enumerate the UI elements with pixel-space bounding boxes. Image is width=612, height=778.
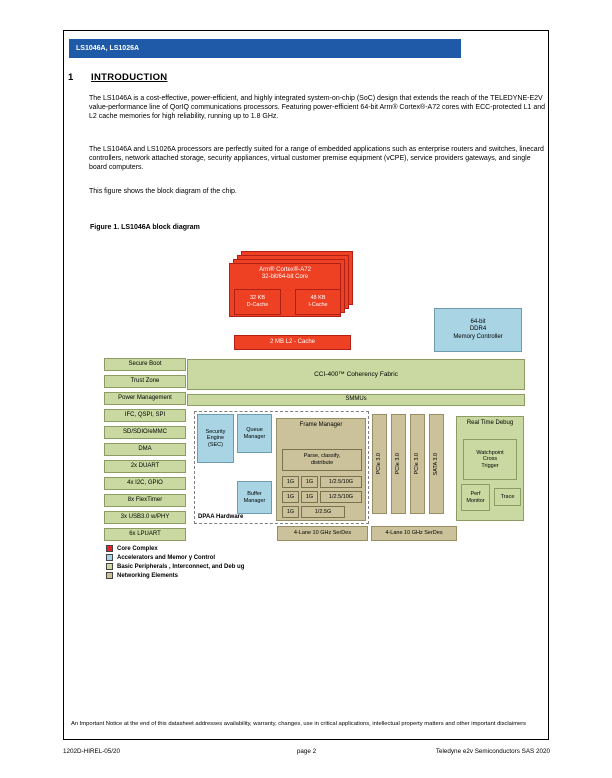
i-cache-line2: I-Cache [308, 302, 328, 308]
parse-classify-block [282, 449, 362, 471]
buffer-line1: Buffer [247, 490, 262, 497]
ddr-line2: DDR4 [469, 326, 487, 333]
pcie-lane-block-2 [391, 414, 406, 514]
queue-manager-block [237, 414, 272, 453]
sata-lane-block [429, 414, 444, 514]
legend-item-peripherals [106, 563, 244, 570]
buffer-line2: Manager [243, 497, 266, 504]
pcie-lane-label-2: PCIe 3.0 [395, 453, 402, 475]
legend-item-core [106, 545, 244, 552]
peripheral-lpuart: 6x LPUART [104, 528, 186, 541]
sec-line3: (SEC) [208, 441, 223, 448]
ddr-line1: 64-bit [470, 319, 486, 326]
figure-caption: Figure 1. LS1046A block diagram [90, 224, 200, 231]
legend-label-core: Core Complex [117, 545, 158, 552]
core-label-line1: Arm® Cortex®-A72 [259, 267, 311, 273]
smmus-block: SMMUs [187, 394, 525, 406]
block-diagram [101, 249, 531, 594]
watchpoint-line1: Watchpoint [476, 449, 504, 456]
trace-block: Trace [494, 488, 521, 506]
ddr4-memory-controller-block [434, 308, 522, 352]
fm-port-r1-1g-b: 1G [301, 476, 318, 488]
pcie-lane-block-1 [372, 414, 387, 514]
parse-line2: distribute [310, 460, 334, 466]
peripheral-dma: DMA [104, 443, 186, 456]
section-number: 1 [68, 72, 74, 83]
queue-line1: Queue [246, 426, 263, 433]
pcie-lane-label-3: PCIe 3.0 [414, 453, 421, 475]
sata-lane-label: SATA 3.0 [433, 452, 440, 476]
parse-line1: Parse, classify, [303, 453, 341, 460]
legend-item-accelerators [106, 554, 244, 561]
header-bar [69, 39, 461, 58]
page-border [63, 30, 549, 740]
frame-manager-block [276, 418, 366, 521]
diagram-legend [106, 545, 244, 581]
peripheral-flextimer: 8x FlexTimer [104, 494, 186, 507]
fm-port-r3-2g5: 1/2.5G [301, 506, 345, 518]
legend-label-peripherals: Basic Peripherals , Interconnect, and Deb ug [117, 563, 245, 570]
i-cache-block [295, 289, 341, 315]
d-cache-line2: D-Cache [246, 302, 269, 308]
footer-page-number: page 2 [296, 748, 317, 755]
footer-doc-id: 1202D-HIREL-05/20 [63, 748, 121, 755]
d-cache-block [234, 289, 281, 315]
watchpoint-line3: Trigger [481, 462, 499, 469]
footer-notice: An Important Notice at the end of this datasheet addresses availability, warranty, changes, use in critical applications, intellectual property matters and other important disclaimers [71, 721, 527, 727]
perf-line2: Monitor [466, 497, 485, 504]
peripheral-power-management: Power Management [104, 392, 186, 405]
sec-line2: Engine [206, 435, 225, 442]
peripheral-i2c-gpio: 4x I2C, GPIO [104, 477, 186, 490]
perf-line1: Perf [470, 490, 481, 497]
fm-port-r2-10g: 1/2.5/10G [320, 491, 362, 503]
serdes-band-1: 4-Lane 10 GHz SerDes [277, 526, 368, 541]
serdes-band-2: 4-Lane 10 GHz SerDes [371, 526, 457, 541]
l2-cache-block: 2 MB L2 - Cache [234, 335, 351, 350]
ddr-line3: Memory Controller [453, 333, 503, 340]
peripheral-ifc-qspi-spi: IFC, QSPI, SPI [104, 409, 186, 422]
buffer-manager-block [237, 481, 272, 514]
section-heading [68, 72, 167, 83]
header-title: LS1046A, LS1026A [76, 45, 140, 52]
frame-manager-title: Frame Manager [299, 422, 343, 428]
fm-port-r2-1g-b: 1G [301, 491, 318, 503]
pcie-lane-label-1: PCIe 3.0 [376, 453, 383, 475]
legend-swatch-networking [106, 572, 113, 579]
intro-paragraph-3: This figure shows the block diagram of the chip. [89, 188, 237, 195]
queue-line2: Manager [243, 433, 266, 440]
fm-port-r3-1g: 1G [282, 506, 299, 518]
legend-label-accelerators: Accelerators and Memor y Control [117, 554, 216, 561]
perf-monitor-block [461, 484, 490, 511]
legend-swatch-peripherals [106, 563, 113, 570]
legend-label-networking: Networking Elements [117, 572, 179, 579]
core-label-line2: 32-bit/64-bit Core [261, 274, 309, 281]
d-cache-line1: 32 KB [250, 295, 265, 302]
watchpoint-line2: Cross [482, 456, 498, 463]
rtd-title: Real Time Debug [466, 420, 514, 426]
legend-swatch-accelerators [106, 554, 113, 561]
cci-400-fabric-block: CCI-400™ Coherency Fabric [187, 359, 525, 390]
fm-port-r1-10g: 1/2.5/10G [320, 476, 362, 488]
i-cache-line1: 48 KB [310, 295, 326, 302]
peripheral-usb3: 3x USB3.0 w/PHY [104, 511, 186, 524]
security-engine-block [197, 414, 234, 463]
intro-paragraph-1: The LS1046A is a cost-effective, power-efficient, and highly integrated system-on-chip (SoC) design that extends the reach of the TELEDYNE-E2V value-performance line of QorIQ communications processors. Featuring power-efficient 64-bit Arm® Cortex®-A72 cores with ECC-protected L1 and L2 cache memories for high reliability, running up to 1.8 GHz. [89, 95, 546, 120]
legend-item-networking [106, 572, 244, 579]
watchpoint-cross-trigger-block [463, 439, 517, 480]
section-title: INTRODUCTION [91, 72, 168, 83]
peripheral-trust-zone: Trust Zone [104, 375, 186, 388]
sec-line1: Security [205, 428, 226, 435]
footer-row [63, 748, 550, 755]
intro-paragraph-2: The LS1046A and LS1026A processors are perfectly suited for a range of embedded applications such as enterprise routers and switches, linecard controllers, network attached storage, security appliances, virtual customer premise equipment (vCPE), service providers gateways, and single board computers. [89, 146, 544, 171]
legend-swatch-core [106, 545, 113, 552]
dpaa-label: DPAA Hardware [198, 514, 244, 520]
peripheral-duart: 2x DUART [104, 460, 186, 473]
fm-port-r2-1g-a: 1G [282, 491, 299, 503]
fm-port-r1-1g-a: 1G [282, 476, 299, 488]
peripheral-sd-sdio-emmc: SD/SDIO/eMMC [104, 426, 186, 439]
peripheral-secure-boot: Secure Boot [104, 358, 186, 371]
footer-company: Teledyne e2v Semiconductors SAS 2020 [435, 748, 550, 755]
pcie-lane-block-3 [410, 414, 425, 514]
